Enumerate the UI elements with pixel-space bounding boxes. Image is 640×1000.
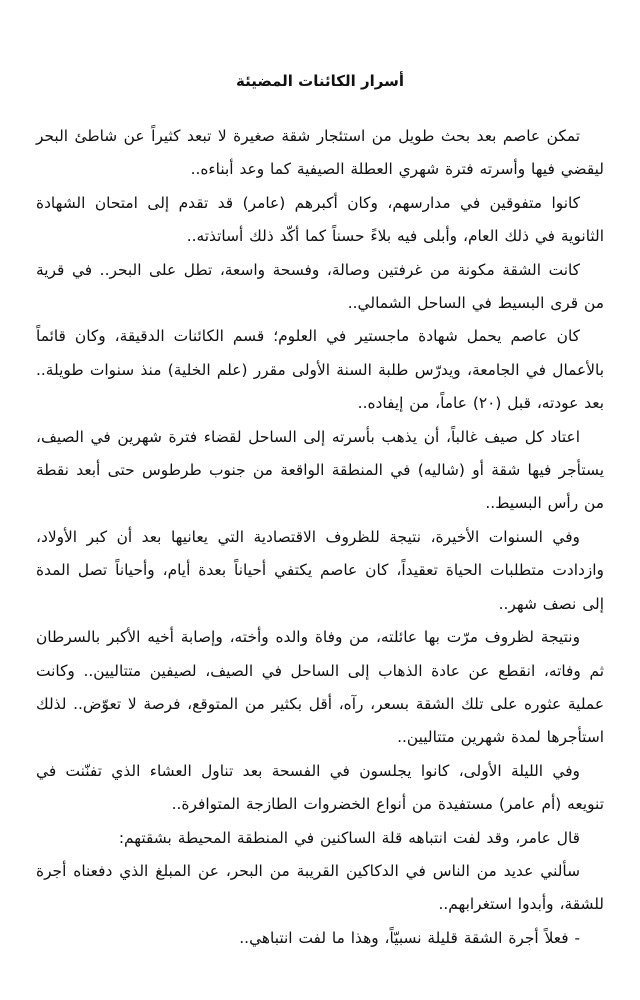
paragraph-11: - فعلاً أجرة الشقة قليلة نسبيّاً، وهذا ما لفت انتباهي.. xyxy=(239,928,580,947)
paragraph-9: قال عامر، وقد لفت انتباهه قلة الساكنين في المنطقة المحيطة بشقتهم: xyxy=(118,828,580,847)
paragraph-3: كانت الشقة مكونة من غرفتين وصالة، وفسحة واسعة، تطل على البحر.. في قرية من قرى البسيط في الساحل الشمالي.. xyxy=(36,260,604,313)
paragraph-4: كان عاصم يحمل شهادة ماجستير في العلوم؛ قسم الكائنات الدقيقة، وكان قائماً بالأعمال في الجامعة، ويدرّس طلبة السنة الأولى مقرر (علم الخلية) منذ سنوات طويلة.. بعد عودته، قبل (٢٠) عاماً، من إيفاده.. xyxy=(36,327,604,413)
paragraph-2: كانوا متفوقين في مدارسهم، وكان أكبرهم (عامر) قد تقدم إلى امتحان الشهادة الثانوية في ذلك العام، وأبلى فيه بلاءً حسناً كما أكّد ذلك أساتذته.. xyxy=(36,193,604,246)
paragraph-6: وفي السنوات الأخيرة، نتيجة للظروف الاقتصادية التي يعانيها بعد أن كبر الأولاد، وازدادت متطلبات الحياة تعقيداً، كان عاصم يكتفي أحياناً بعدة أيام، وأحياناً تصل المدة إلى نصف شهر.. xyxy=(36,527,604,613)
story-title: أسرار الكائنات المضيئة xyxy=(236,72,404,90)
paragraph-1: تمكن عاصم بعد بحث طويل من استئجار شقة صغيرة لا تبعد كثيراً عن شاطئ البحر ليقضي فيها وأسرته فترة شهري العطلة الصيفية كما وعد أبناءه.. xyxy=(36,127,604,179)
paragraph-10: سألني عديد من الناس في الدكاكين القريبة من البحر، عن المبلغ الذي دفعناه أجرة للشقة، وأبدوا استغرابهم.. xyxy=(36,861,604,914)
paragraph-7: ونتيجة لظروف مرّت بها عائلته، من وفاة والده وأخته، وإصابة أخيه الأكبر بالسرطان ثم وفاته، انقطع عن عادة الذهاب إلى الساحل في الصيف، لصيفين متتاليين.. وكانت عملية عثوره على تلك الشقة بسعر، رآه، أقل بكثير من المتوقع، فرصة لا تعوّض.. لذلك استأجرها لمدة شهرين متتاليين.. xyxy=(36,628,604,747)
paragraph-8: وفي الليلة الأولى، كانوا يجلسون في الفسحة بعد تناول العشاء الذي تفنّنت في تنويعه (أم عامر) مستفيدة من أنواع الخضروات الطازجة المتوافرة.. xyxy=(36,761,604,814)
paragraph-5: اعتاد كل صيف غالباً، أن يذهب بأسرته إلى الساحل لقضاء فترة شهرين في الصيف، يستأجر فيها شقة أو (شاليه) في المنطقة الواقعة من جنوب طرطوس حتى أبعد نقطة من رأس البسيط.. xyxy=(36,427,604,513)
